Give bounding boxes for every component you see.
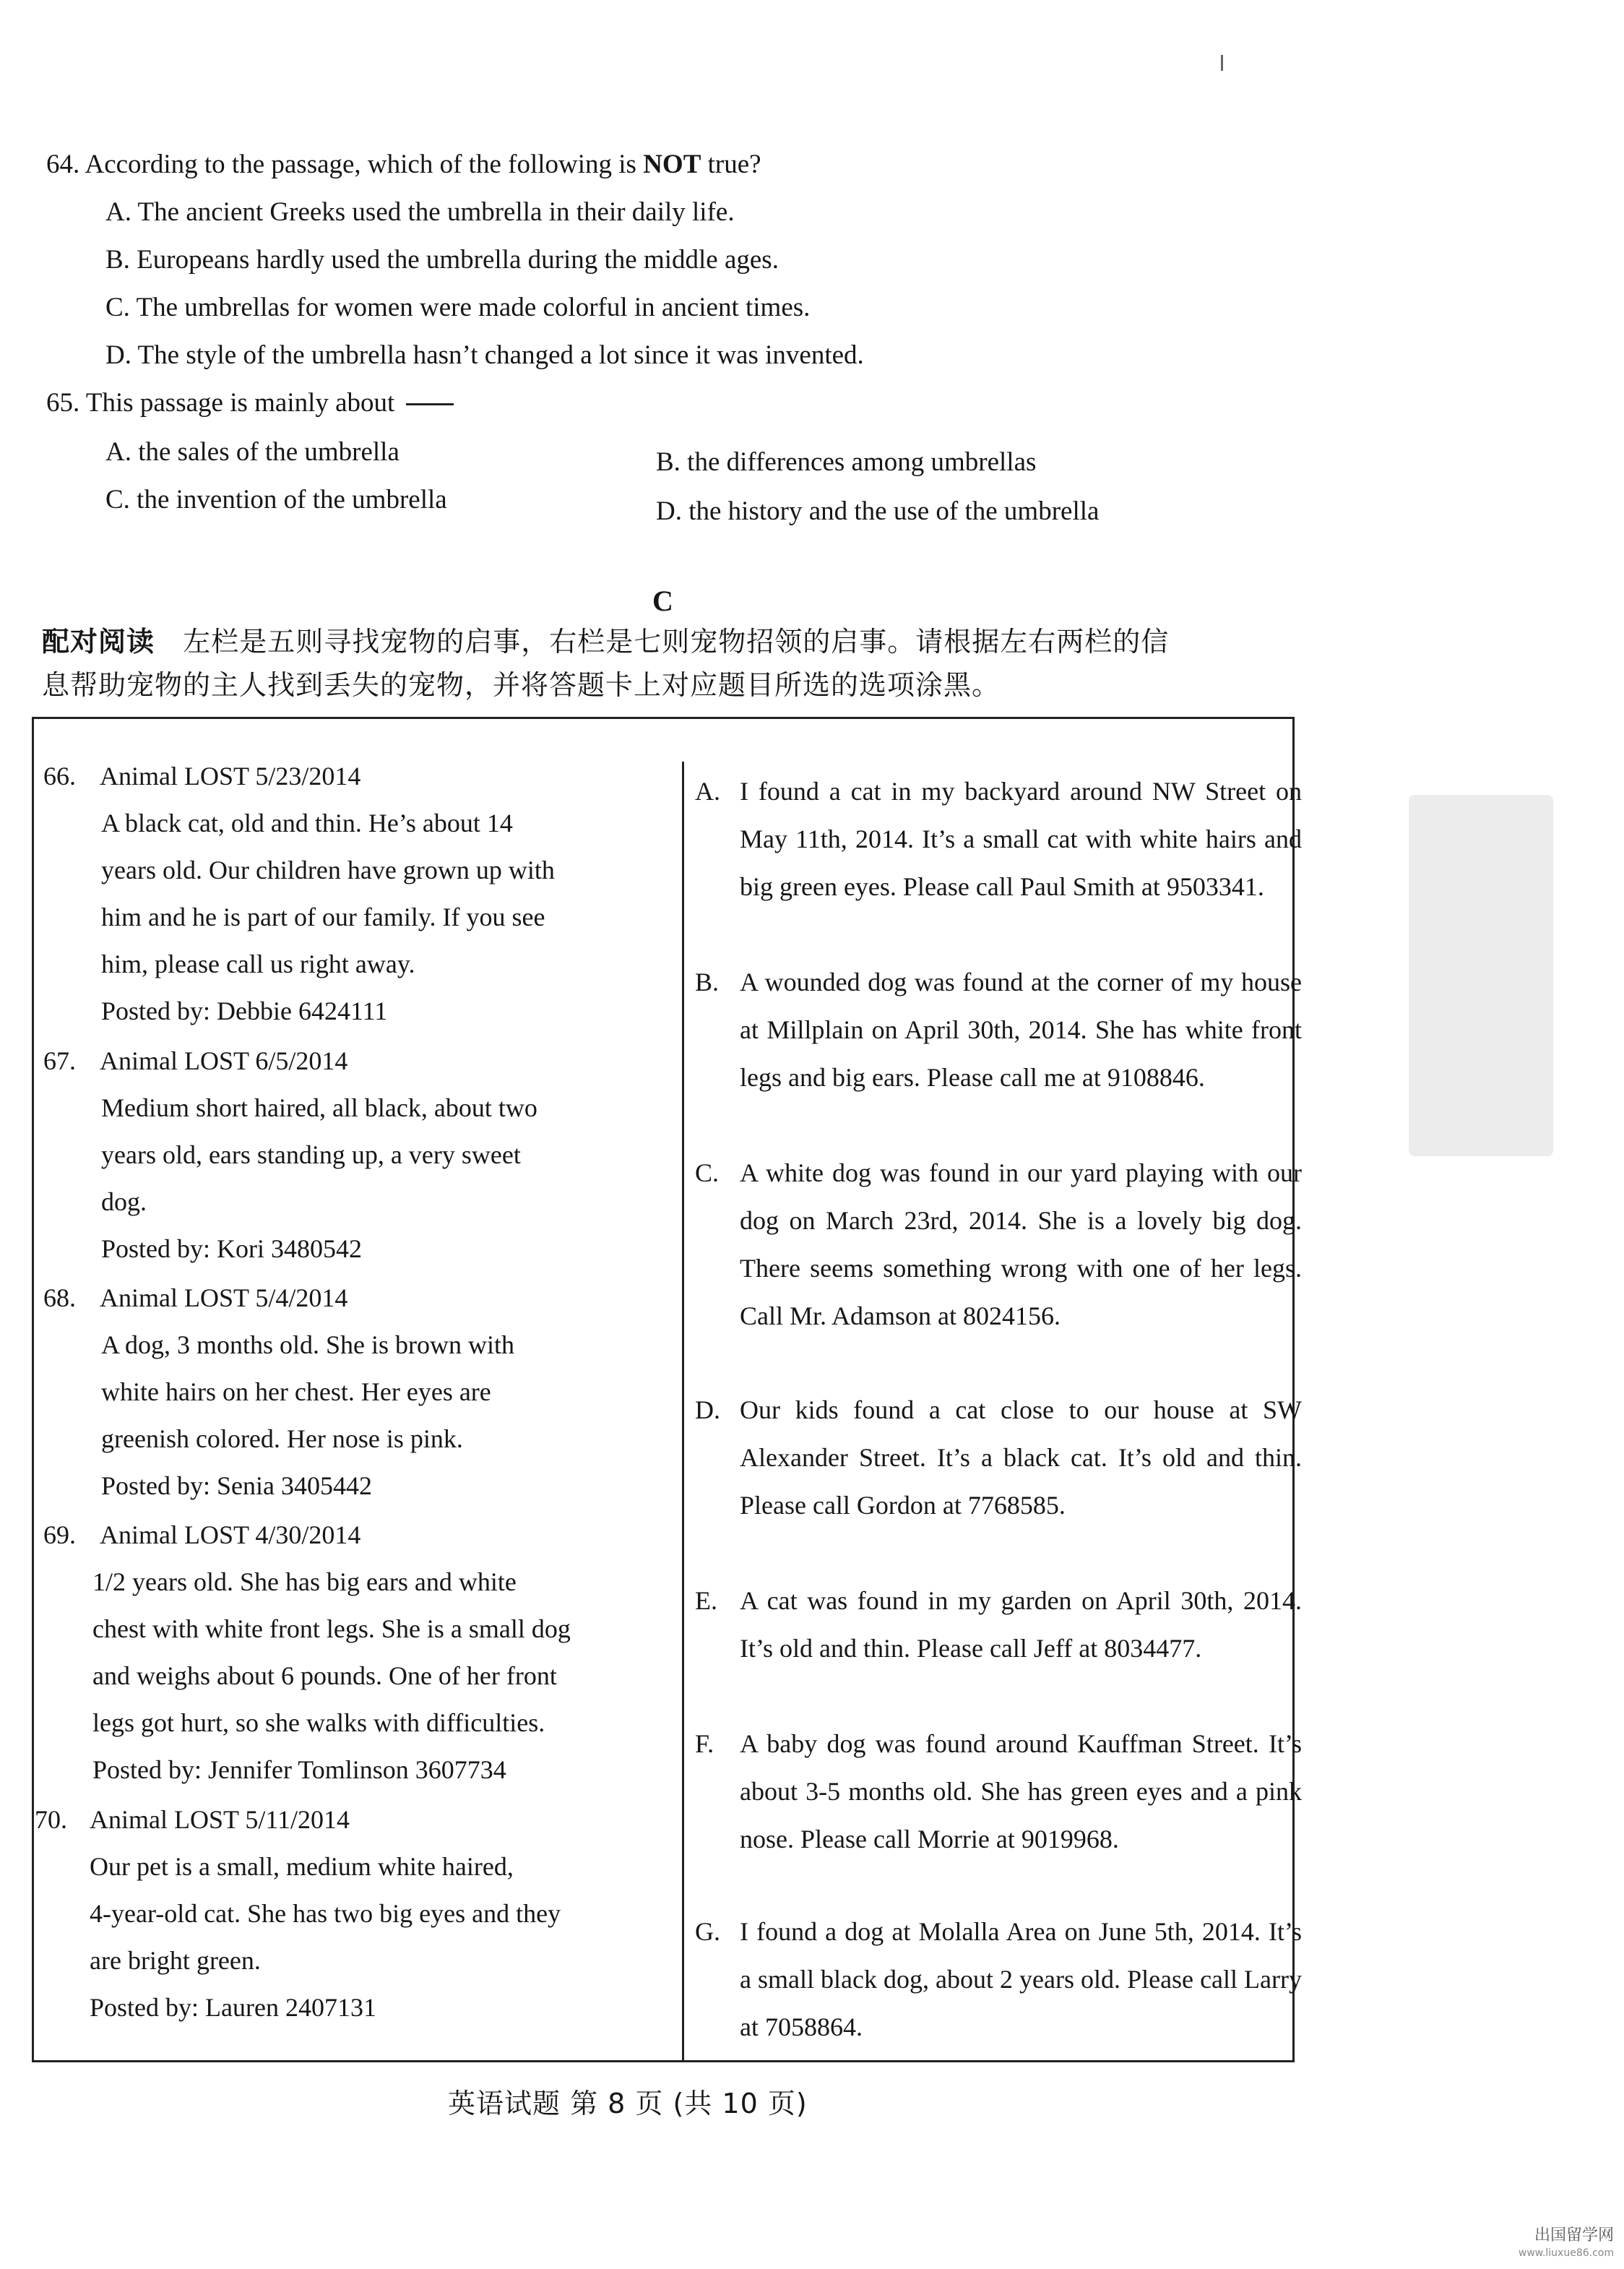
question-65-stem (46, 387, 454, 419)
found-notice-text: A baby dog was found around Kauffman Street. It’s about 3-5 months old. She has green eyes and a pink nose. Please call Morrie at 9019968. (740, 1729, 1302, 1853)
lost-notice-69 (43, 1512, 571, 1794)
found-notice-label: E. (695, 1586, 717, 1615)
lost-notice-title: Animal LOST 5/11/2014 (90, 1805, 350, 1834)
question-64-stem (46, 149, 761, 181)
lost-notice-number: 66. (43, 762, 76, 791)
question-64-text: According to the passage, which of the following is (85, 150, 636, 179)
lost-notice-line: dog. (101, 1187, 147, 1216)
question-64-number: 64. (46, 150, 80, 179)
lost-notice-line: Medium short haired, all black, about two (101, 1093, 537, 1122)
found-notice-text: Our kids found a cat close to our house at SW Alexander Street. It’s a black cat. It’s old and thin. Please call Gordon at 7768585. (740, 1395, 1302, 1520)
found-notice-text: I found a cat in my backyard around NW Street on May 11th, 2014. It’s a small cat with white hairs and big green eyes. Please call Paul Smith at 9503341. (740, 777, 1302, 901)
lost-notice-70 (35, 1796, 561, 2031)
lost-notice-posted-by: Posted by: Debbie 6424111 (101, 996, 388, 1025)
lost-notice-title: Animal LOST 4/30/2014 (100, 1520, 361, 1549)
scan-bleed-through (1409, 795, 1553, 1156)
instruction-line-2: 息帮助宠物的主人找到丢失的宠物，并将答题卡上对应题目所选的选项涂黑。 (42, 669, 1001, 701)
lost-notice-line: legs got hurt, so she walks with difficulties. (92, 1708, 545, 1737)
found-notice-d (695, 1386, 1302, 1529)
watermark-url: www.liuxue86.com (1518, 2247, 1614, 2259)
question-64-option-b: B. Europeans hardly used the umbrella during the middle ages. (105, 245, 779, 275)
question-64-option-c: C. The umbrellas for women were made colorful in ancient times. (105, 293, 811, 322)
found-notice-label: F. (695, 1729, 714, 1758)
lost-notice-68 (43, 1275, 514, 1510)
found-notice-label: D. (695, 1395, 720, 1424)
lost-notice-number: 68. (43, 1283, 76, 1312)
found-notice-label: G. (695, 1917, 720, 1946)
lost-notice-title: Animal LOST 6/5/2014 (100, 1046, 348, 1075)
instruction-line-1 (42, 620, 1169, 663)
found-notice-text: A wounded dog was found at the corner of my house at Millplain on April 30th, 2014. She has white front legs and big ears. Please call me at 9108846. (740, 968, 1302, 1092)
question-65-option-c: C. the invention of the umbrella (105, 485, 447, 514)
found-notice-text: A cat was found in my garden on April 30th, 2014. It’s old and thin. Please call Jeff at 8034477. (740, 1586, 1302, 1663)
question-64-option-a: A. The ancient Greeks used the umbrella in their daily life. (105, 197, 735, 227)
instruction-label: 配对阅读 (42, 626, 155, 658)
question-65-text: This passage is mainly about (85, 388, 395, 418)
found-notice-label: A. (695, 777, 720, 806)
watermark-site-name: 出国留学网 (1534, 2226, 1614, 2244)
found-notice-g (695, 1908, 1302, 2051)
lost-notice-title: Animal LOST 5/23/2014 (100, 762, 361, 791)
lost-notice-number: 67. (43, 1046, 76, 1075)
found-notice-a (695, 767, 1302, 910)
answer-blank (406, 403, 454, 405)
question-65-option-a: A. the sales of the umbrella (105, 437, 399, 467)
found-notice-e (695, 1577, 1302, 1672)
question-65-option-d: D. the history and the use of the umbrella (656, 496, 1100, 526)
lost-notice-line: A black cat, old and thin. He’s about 14 (101, 809, 513, 838)
found-notice-label: B. (695, 968, 720, 996)
lost-notice-line: white hairs on her chest. Her eyes are (101, 1377, 491, 1406)
found-notice-text: I found a dog at Molalla Area on June 5th, 2014. It’s a small black dog, about 2 years old. Please call Larry at 7058864. (740, 1917, 1302, 2041)
instruction-line-1-text: 左栏是五则寻找宠物的启事，右栏是七则宠物招领的启事。请根据左右两栏的信 (183, 626, 1170, 658)
lost-notice-line: years old, ears standing up, a very sweet (101, 1140, 521, 1169)
lost-notice-line: 4-year-old cat. She has two big eyes and they (90, 1899, 561, 1928)
section-instructions (42, 620, 1169, 707)
question-65-option-b: B. the differences among umbrellas (656, 447, 1037, 477)
lost-notice-posted-by: Posted by: Lauren 2407131 (90, 1993, 376, 2022)
lost-notice-line: chest with white front legs. She is a small dog (92, 1614, 571, 1643)
lost-notice-posted-by: Posted by: Senia 3405442 (101, 1471, 372, 1500)
lost-notice-67 (43, 1038, 537, 1273)
found-notice-text: A white dog was found in our yard playing with our dog on March 23rd, 2014. She is a lovely big dog. There seems something wrong with one of her legs. Call Mr. Adamson at 8024156. (740, 1158, 1302, 1330)
lost-notice-line: years old. Our children have grown up with (101, 856, 555, 884)
site-watermark (1519, 2227, 1614, 2262)
lost-notice-number: 70. (35, 1805, 67, 1834)
lost-notice-line: 1/2 years old. She has big ears and white (92, 1567, 517, 1596)
lost-notice-line: are bright green. (90, 1946, 261, 1975)
lost-notice-line: him and he is part of our family. If you see (101, 903, 545, 931)
page-footer: 英语试题 第 8 页 (共 10 页) (448, 2088, 808, 2119)
question-64-emphasis: NOT (643, 150, 701, 179)
question-64-text-end: true? (707, 150, 761, 179)
matching-table-divider (682, 762, 684, 2062)
found-notice-c (695, 1149, 1302, 1340)
lost-notice-line: Our pet is a small, medium white haired, (90, 1852, 514, 1881)
lost-notice-line: A dog, 3 months old. She is brown with (101, 1330, 515, 1359)
lost-notice-posted-by: Posted by: Jennifer Tomlinson 3607734 (92, 1755, 506, 1784)
found-notice-b (695, 958, 1302, 1101)
question-65-number: 65. (46, 388, 80, 418)
lost-notice-title: Animal LOST 5/4/2014 (100, 1283, 348, 1312)
lost-notice-number: 69. (43, 1520, 76, 1549)
section-letter: C (652, 585, 673, 617)
scan-mark (1221, 55, 1223, 71)
lost-notice-line: greenish colored. Her nose is pink. (101, 1424, 463, 1453)
found-notice-label: C. (695, 1158, 720, 1187)
lost-notice-line: and weighs about 6 pounds. One of her front (92, 1661, 557, 1690)
lost-notice-66 (43, 753, 555, 1035)
question-64-option-d: D. The style of the umbrella hasn’t changed a lot since it was invented. (105, 340, 864, 370)
lost-notice-posted-by: Posted by: Kori 3480542 (101, 1234, 363, 1263)
found-notice-f (695, 1720, 1302, 1863)
lost-notice-line: him, please call us right away. (101, 950, 415, 978)
